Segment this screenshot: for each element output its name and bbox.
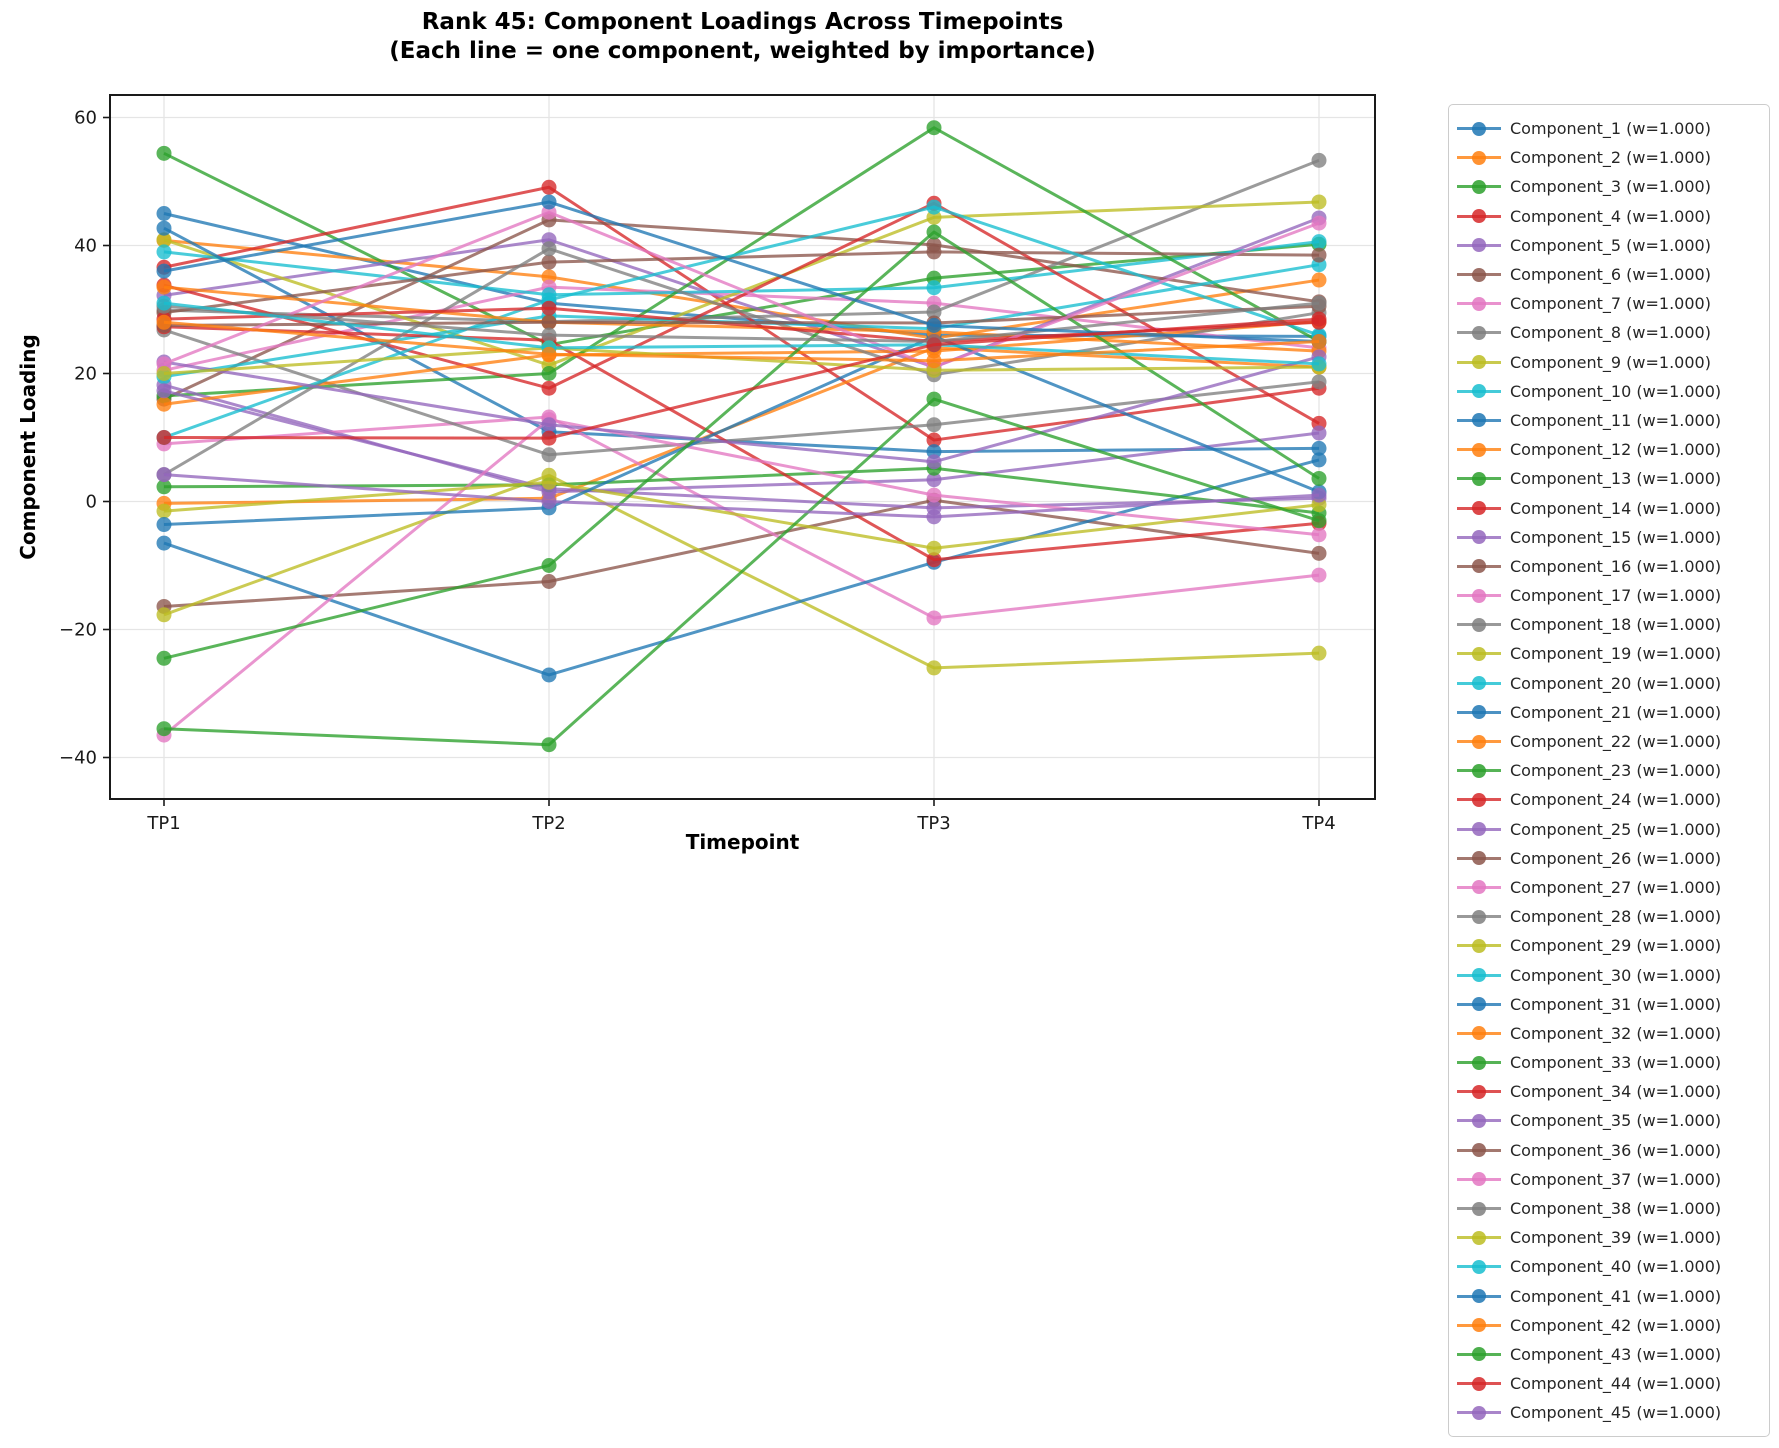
legend bbox=[1448, 104, 1770, 1437]
legend-item bbox=[1457, 231, 1761, 260]
legend-label: Component_43 (w=1.000) bbox=[1510, 1344, 1722, 1364]
data-point-Component_39-TP1 bbox=[157, 366, 172, 381]
data-point-Component_34-TP2 bbox=[542, 301, 557, 316]
legend-label: Component_34 (w=1.000) bbox=[1510, 1082, 1722, 1102]
y-tick-label: 40 bbox=[74, 235, 97, 257]
legend-label: Component_32 (w=1.000) bbox=[1510, 1023, 1722, 1043]
legend-label: Component_39 (w=1.000) bbox=[1510, 1228, 1722, 1248]
legend-marker-icon bbox=[1457, 120, 1501, 138]
legend-item bbox=[1457, 844, 1761, 873]
data-point-Component_21-TP4 bbox=[1312, 452, 1327, 467]
data-point-Component_42-TP3 bbox=[927, 353, 942, 368]
legend-item bbox=[1457, 1282, 1761, 1311]
legend-item bbox=[1457, 669, 1761, 698]
data-point-Component_19-TP4 bbox=[1312, 646, 1327, 661]
legend-item bbox=[1457, 143, 1761, 172]
legend-marker-icon bbox=[1457, 791, 1501, 809]
legend-label: Component_1 (w=1.000) bbox=[1510, 119, 1711, 139]
legend-marker-icon bbox=[1457, 908, 1501, 926]
legend-item bbox=[1457, 931, 1761, 960]
legend-item bbox=[1457, 902, 1761, 931]
legend-label: Component_4 (w=1.000) bbox=[1510, 206, 1711, 226]
legend-marker-icon bbox=[1457, 878, 1501, 896]
legend-label: Component_22 (w=1.000) bbox=[1510, 732, 1722, 752]
legend-item bbox=[1457, 523, 1761, 552]
data-point-Component_17-TP3 bbox=[927, 610, 942, 625]
data-point-Component_44-TP1 bbox=[157, 430, 172, 445]
data-point-Component_29-TP1 bbox=[157, 504, 172, 519]
data-point-Component_16-TP2 bbox=[542, 574, 557, 589]
legend-item bbox=[1457, 1369, 1761, 1398]
legend-item bbox=[1457, 815, 1761, 844]
data-point-Component_3-TP1 bbox=[157, 146, 172, 161]
legend-item bbox=[1457, 172, 1761, 201]
data-point-Component_13-TP2 bbox=[542, 366, 557, 381]
data-point-Component_43-TP3 bbox=[927, 392, 942, 407]
legend-label: Component_7 (w=1.000) bbox=[1510, 294, 1711, 314]
legend-label: Component_23 (w=1.000) bbox=[1510, 761, 1722, 781]
data-point-Component_15-TP4 bbox=[1312, 426, 1327, 441]
legend-marker-icon bbox=[1457, 236, 1501, 254]
legend-item bbox=[1457, 318, 1761, 347]
data-point-Component_11-TP1 bbox=[157, 221, 172, 236]
data-point-Component_45-TP4 bbox=[1312, 488, 1327, 503]
data-point-Component_31-TP1 bbox=[157, 517, 172, 532]
legend-marker-icon bbox=[1457, 616, 1501, 634]
legend-label: Component_3 (w=1.000) bbox=[1510, 177, 1711, 197]
legend-label: Component_26 (w=1.000) bbox=[1510, 848, 1722, 868]
legend-marker-icon bbox=[1457, 178, 1501, 196]
legend-marker-icon bbox=[1457, 1404, 1501, 1422]
data-point-Component_25-TP1 bbox=[157, 383, 172, 398]
legend-marker-icon bbox=[1457, 1316, 1501, 1334]
legend-marker-icon bbox=[1457, 324, 1501, 342]
data-point-Component_26-TP2 bbox=[542, 255, 557, 270]
data-point-Component_38-TP4 bbox=[1312, 296, 1327, 311]
legend-label: Component_27 (w=1.000) bbox=[1510, 877, 1722, 897]
data-point-Component_43-TP1 bbox=[157, 721, 172, 736]
data-point-Component_27-TP4 bbox=[1312, 527, 1327, 542]
data-point-Component_18-TP3 bbox=[927, 417, 942, 432]
y-tick-label: 20 bbox=[74, 363, 97, 385]
data-point-Component_27-TP3 bbox=[927, 488, 942, 503]
data-point-Component_19-TP3 bbox=[927, 660, 942, 675]
data-point-Component_44-TP4 bbox=[1312, 312, 1327, 327]
data-point-Component_33-TP1 bbox=[157, 651, 172, 666]
legend-marker-icon bbox=[1457, 733, 1501, 751]
y-tick-label: 0 bbox=[85, 491, 97, 513]
x-tick-label: TP1 bbox=[147, 813, 181, 834]
legend-item bbox=[1457, 464, 1761, 493]
legend-item bbox=[1457, 727, 1761, 756]
data-point-Component_26-TP4 bbox=[1312, 248, 1327, 263]
legend-label: Component_42 (w=1.000) bbox=[1510, 1315, 1722, 1335]
legend-label: Component_12 (w=1.000) bbox=[1510, 440, 1722, 460]
legend-item bbox=[1457, 377, 1761, 406]
legend-marker-icon bbox=[1457, 703, 1501, 721]
legend-marker-icon bbox=[1457, 966, 1501, 984]
legend-marker-icon bbox=[1457, 820, 1501, 838]
legend-marker-icon bbox=[1457, 353, 1501, 371]
chart-title-line1: Rank 45: Component Loadings Across Timepoints bbox=[421, 9, 1064, 35]
legend-item bbox=[1457, 552, 1761, 581]
data-point-Component_21-TP1 bbox=[157, 536, 172, 551]
legend-item bbox=[1457, 1077, 1761, 1106]
data-point-Component_33-TP2 bbox=[542, 558, 557, 573]
data-point-Component_18-TP2 bbox=[542, 447, 557, 462]
legend-label: Component_2 (w=1.000) bbox=[1510, 148, 1711, 168]
data-point-Component_41-TP3 bbox=[927, 318, 942, 333]
legend-item bbox=[1457, 1194, 1761, 1223]
legend-marker-icon bbox=[1457, 849, 1501, 867]
legend-label: Component_40 (w=1.000) bbox=[1510, 1257, 1722, 1277]
legend-marker-icon bbox=[1457, 645, 1501, 663]
legend-marker-icon bbox=[1457, 470, 1501, 488]
legend-item bbox=[1457, 1311, 1761, 1340]
data-point-Component_26-TP3 bbox=[927, 244, 942, 259]
legend-marker-icon bbox=[1457, 382, 1501, 400]
legend-label: Component_10 (w=1.000) bbox=[1510, 381, 1722, 401]
legend-item bbox=[1457, 756, 1761, 785]
legend-marker-icon bbox=[1457, 149, 1501, 167]
data-point-Component_32-TP1 bbox=[157, 280, 172, 295]
legend-item bbox=[1457, 348, 1761, 377]
legend-marker-icon bbox=[1457, 207, 1501, 225]
legend-label: Component_35 (w=1.000) bbox=[1510, 1111, 1722, 1131]
legend-item bbox=[1457, 960, 1761, 989]
legend-label: Component_13 (w=1.000) bbox=[1510, 469, 1722, 489]
legend-label: Component_14 (w=1.000) bbox=[1510, 498, 1722, 518]
legend-marker-icon bbox=[1457, 674, 1501, 692]
data-point-Component_41-TP2 bbox=[542, 194, 557, 209]
legend-marker-icon bbox=[1457, 995, 1501, 1013]
legend-item bbox=[1457, 260, 1761, 289]
legend-marker-icon bbox=[1457, 557, 1501, 575]
legend-item bbox=[1457, 1223, 1761, 1252]
data-point-Component_19-TP1 bbox=[157, 607, 172, 622]
data-point-Component_42-TP4 bbox=[1312, 334, 1327, 349]
legend-item bbox=[1457, 873, 1761, 902]
legend-item bbox=[1457, 493, 1761, 522]
legend-item bbox=[1457, 406, 1761, 435]
data-point-Component_36-TP2 bbox=[542, 315, 557, 330]
data-point-Component_42-TP2 bbox=[542, 347, 557, 362]
data-point-Component_9-TP4 bbox=[1312, 194, 1327, 209]
data-point-Component_35-TP2 bbox=[542, 417, 557, 432]
data-point-Component_8-TP4 bbox=[1312, 153, 1327, 168]
data-point-Component_35-TP3 bbox=[927, 454, 942, 469]
legend-item bbox=[1457, 785, 1761, 814]
legend-marker-icon bbox=[1457, 1141, 1501, 1159]
legend-label: Component_29 (w=1.000) bbox=[1510, 936, 1722, 956]
data-point-Component_16-TP4 bbox=[1312, 546, 1327, 561]
legend-item bbox=[1457, 114, 1761, 143]
data-point-Component_2-TP4 bbox=[1312, 273, 1327, 288]
y-axis-label: Component Loading bbox=[16, 334, 40, 560]
y-tick-label: 60 bbox=[74, 107, 97, 129]
legend-item bbox=[1457, 581, 1761, 610]
legend-marker-icon bbox=[1457, 1083, 1501, 1101]
data-point-Component_38-TP2 bbox=[542, 328, 557, 343]
legend-item bbox=[1457, 1340, 1761, 1369]
data-point-Component_40-TP4 bbox=[1312, 356, 1327, 371]
legend-item bbox=[1457, 1048, 1761, 1077]
legend-marker-icon bbox=[1457, 587, 1501, 605]
data-point-Component_21-TP2 bbox=[542, 667, 557, 682]
data-point-Component_1-TP1 bbox=[157, 206, 172, 221]
legend-marker-icon bbox=[1457, 1258, 1501, 1276]
legend-label: Component_38 (w=1.000) bbox=[1510, 1199, 1722, 1219]
legend-label: Component_16 (w=1.000) bbox=[1510, 556, 1722, 576]
legend-marker-icon bbox=[1457, 1024, 1501, 1042]
legend-marker-icon bbox=[1457, 1229, 1501, 1247]
legend-item bbox=[1457, 990, 1761, 1019]
data-point-Component_10-TP1 bbox=[157, 244, 172, 259]
data-point-Component_42-TP1 bbox=[157, 315, 172, 330]
legend-item bbox=[1457, 1136, 1761, 1165]
legend-label: Component_30 (w=1.000) bbox=[1510, 965, 1722, 985]
legend-label: Component_33 (w=1.000) bbox=[1510, 1053, 1722, 1073]
legend-item bbox=[1457, 1019, 1761, 1048]
legend-marker-icon bbox=[1457, 1287, 1501, 1305]
legend-label: Component_5 (w=1.000) bbox=[1510, 235, 1711, 255]
legend-label: Component_9 (w=1.000) bbox=[1510, 352, 1711, 372]
data-point-Component_33-TP4 bbox=[1312, 471, 1327, 486]
legend-label: Component_25 (w=1.000) bbox=[1510, 819, 1722, 839]
data-point-Component_45-TP2 bbox=[542, 494, 557, 509]
legend-label: Component_24 (w=1.000) bbox=[1510, 790, 1722, 810]
legend-item bbox=[1457, 1252, 1761, 1281]
legend-label: Component_28 (w=1.000) bbox=[1510, 907, 1722, 927]
data-point-Component_33-TP3 bbox=[927, 225, 942, 240]
data-point-Component_45-TP1 bbox=[157, 467, 172, 482]
data-point-Component_17-TP4 bbox=[1312, 568, 1327, 583]
legend-item bbox=[1457, 639, 1761, 668]
x-tick-label: TP3 bbox=[917, 813, 951, 834]
x-tick-label: TP4 bbox=[1302, 813, 1336, 834]
x-axis-label: Timepoint bbox=[685, 830, 800, 854]
legend-label: Component_31 (w=1.000) bbox=[1510, 994, 1722, 1014]
legend-marker-icon bbox=[1457, 1170, 1501, 1188]
data-point-Component_13-TP3 bbox=[927, 120, 942, 135]
legend-marker-icon bbox=[1457, 411, 1501, 429]
legend-marker-icon bbox=[1457, 937, 1501, 955]
legend-marker-icon bbox=[1457, 499, 1501, 517]
legend-label: Component_18 (w=1.000) bbox=[1510, 615, 1722, 635]
y-tick-label: −40 bbox=[59, 747, 97, 769]
legend-label: Component_8 (w=1.000) bbox=[1510, 323, 1711, 343]
data-point-Component_10-TP3 bbox=[927, 280, 942, 295]
legend-label: Component_11 (w=1.000) bbox=[1510, 410, 1722, 430]
legend-marker-icon bbox=[1457, 762, 1501, 780]
legend-item bbox=[1457, 289, 1761, 318]
data-point-Component_29-TP2 bbox=[542, 475, 557, 490]
legend-item bbox=[1457, 202, 1761, 231]
legend-label: Component_20 (w=1.000) bbox=[1510, 673, 1722, 693]
legend-item bbox=[1457, 1106, 1761, 1135]
legend-marker-icon bbox=[1457, 1375, 1501, 1393]
data-point-Component_41-TP1 bbox=[157, 264, 172, 279]
legend-item bbox=[1457, 1165, 1761, 1194]
data-point-Component_10-TP4 bbox=[1312, 234, 1327, 249]
data-point-Component_43-TP2 bbox=[542, 737, 557, 752]
x-tick-label: TP2 bbox=[532, 813, 566, 834]
legend-label: Component_37 (w=1.000) bbox=[1510, 1169, 1722, 1189]
data-point-Component_29-TP3 bbox=[927, 541, 942, 556]
data-point-Component_44-TP2 bbox=[542, 431, 557, 446]
data-point-Component_4-TP2 bbox=[542, 180, 557, 195]
legend-item bbox=[1457, 698, 1761, 727]
legend-marker-icon bbox=[1457, 528, 1501, 546]
legend-label: Component_44 (w=1.000) bbox=[1510, 1374, 1722, 1394]
legend-item bbox=[1457, 1398, 1761, 1427]
legend-label: Component_6 (w=1.000) bbox=[1510, 265, 1711, 285]
data-point-Component_45-TP3 bbox=[927, 509, 942, 524]
data-point-Component_44-TP3 bbox=[927, 337, 942, 352]
legend-marker-icon bbox=[1457, 1345, 1501, 1363]
data-point-Component_43-TP4 bbox=[1312, 513, 1327, 528]
legend-marker-icon bbox=[1457, 1054, 1501, 1072]
plot-area bbox=[110, 95, 1375, 799]
legend-marker-icon bbox=[1457, 1200, 1501, 1218]
legend-label: Component_17 (w=1.000) bbox=[1510, 586, 1722, 606]
data-point-Component_22-TP1 bbox=[157, 397, 172, 412]
chart-title-line2: (Each line = one component, weighted by importance) bbox=[389, 38, 1096, 64]
legend-label: Component_45 (w=1.000) bbox=[1510, 1403, 1722, 1423]
data-point-Component_30-TP3 bbox=[927, 200, 942, 215]
legend-label: Component_36 (w=1.000) bbox=[1510, 1140, 1722, 1160]
legend-marker-icon bbox=[1457, 441, 1501, 459]
legend-label: Component_19 (w=1.000) bbox=[1510, 644, 1722, 664]
y-tick-label: −20 bbox=[59, 619, 97, 641]
legend-label: Component_15 (w=1.000) bbox=[1510, 527, 1722, 547]
legend-item bbox=[1457, 435, 1761, 464]
legend-item bbox=[1457, 610, 1761, 639]
data-point-Component_28-TP2 bbox=[542, 241, 557, 256]
legend-marker-icon bbox=[1457, 295, 1501, 313]
data-point-Component_18-TP4 bbox=[1312, 374, 1327, 389]
legend-label: Component_21 (w=1.000) bbox=[1510, 702, 1722, 722]
legend-marker-icon bbox=[1457, 266, 1501, 284]
legend-marker-icon bbox=[1457, 1112, 1501, 1130]
data-point-Component_37-TP4 bbox=[1312, 216, 1327, 231]
legend-label: Component_41 (w=1.000) bbox=[1510, 1286, 1722, 1306]
data-point-Component_14-TP2 bbox=[542, 381, 557, 396]
data-point-Component_40-TP1 bbox=[157, 296, 172, 311]
